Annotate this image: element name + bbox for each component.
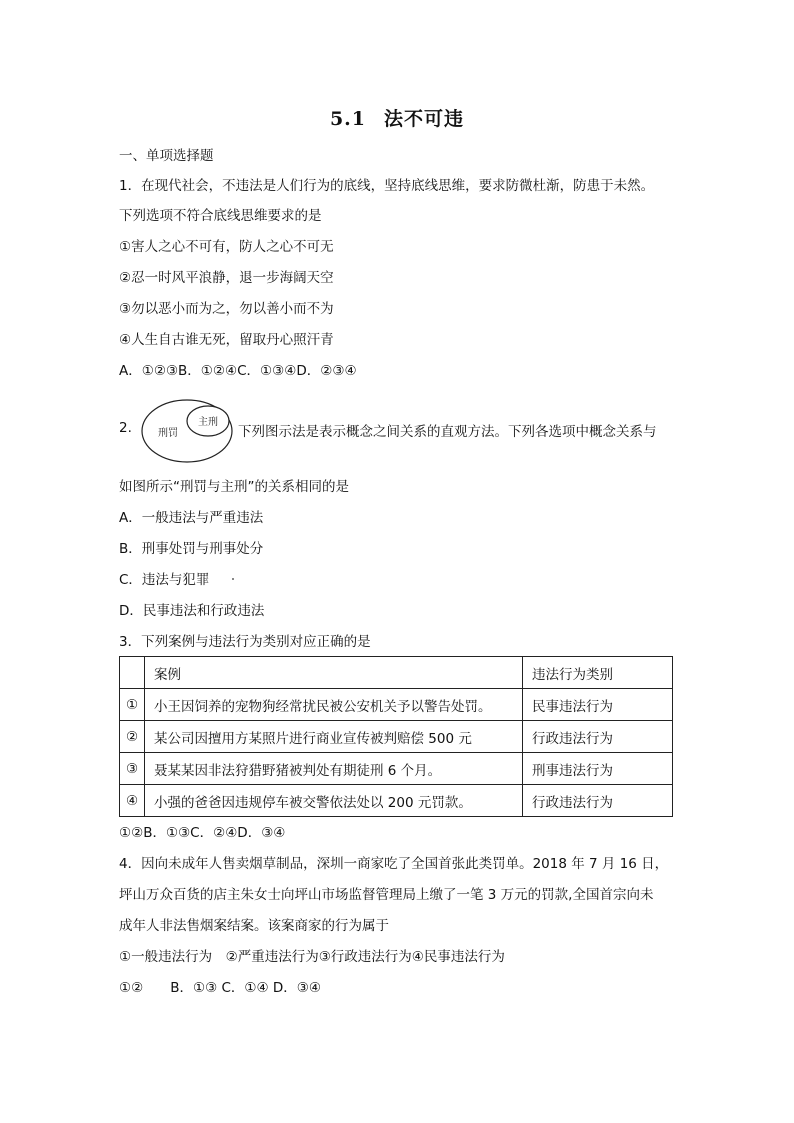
venn-inner-label: 主刑 bbox=[198, 417, 218, 428]
row-category: 刑事违法行为 bbox=[523, 753, 673, 785]
q3-options: ①②B．①③C．②④D．③④ bbox=[119, 825, 286, 841]
row-category: 行政违法行为 bbox=[523, 721, 673, 753]
q2-stem-line1: 下列图示法是表示概念之间关系的直观方法。下列各选项中概念关系与 bbox=[238, 424, 657, 440]
title-number: 5.1 bbox=[329, 108, 367, 130]
table-header-row bbox=[120, 657, 673, 689]
row-idx: ③ bbox=[120, 753, 145, 785]
q2-option-c: C．违法与犯罪 bbox=[119, 572, 210, 588]
row-idx: ① bbox=[120, 689, 145, 721]
q1-item-1: ①害人之心不可有，防人之心不可无 bbox=[119, 239, 334, 255]
q4-items: ①一般违法行为 ②严重违法行为③行政违法行为④民事违法行为 bbox=[119, 949, 505, 965]
q1-item-3: ③勿以恶小而为之，勿以善小而不为 bbox=[119, 301, 334, 317]
title-text: 法不可违 bbox=[384, 108, 465, 130]
q4-stem-line1: 4．因向未成年人售卖烟草制品，深圳一商家吃了全国首张此类罚单。2018 年 7 月 16 日， bbox=[119, 856, 669, 872]
q2-option-d: D．民事违法和行政违法 bbox=[119, 603, 265, 619]
q1-item-4: ④人生自古谁无死，留取丹心照汗青 bbox=[119, 332, 334, 348]
venn-outer-label: 刑罚 bbox=[158, 428, 178, 439]
q4-stem-line3: 成年人非法售烟案结案。该案商家的行为属于 bbox=[119, 918, 389, 934]
q3-stem: 3．下列案例与违法行为类别对应正确的是 bbox=[119, 634, 371, 650]
q2-stem-line2: 如图所示“刑罚与主刑”的关系相同的是 bbox=[119, 479, 349, 495]
q1-item-2: ②忍一时风平浪静，退一步海阔天空 bbox=[119, 270, 334, 286]
row-category: 民事违法行为 bbox=[523, 689, 673, 721]
q4-options: ①② B．①③ C．①④ D．③④ bbox=[119, 980, 321, 996]
table-row bbox=[120, 785, 673, 817]
q4-stem-line2: 坪山万众百货的店主朱女士向坪山市场监督管理局上缴了一笔 3 万元的罚款,全国首宗向未 bbox=[119, 887, 654, 903]
q2-option-b: B．刑事处罚与刑事处分 bbox=[119, 541, 264, 557]
q1-stem-line1: 1．在现代社会，不违法是人们行为的底线，坚持底线思维，要求防微杜渐，防患于未然。 bbox=[119, 178, 655, 194]
venn-diagram bbox=[140, 398, 236, 464]
table-row bbox=[120, 721, 673, 753]
row-idx: ② bbox=[120, 721, 145, 753]
row-case: 聂某某因非法狩猎野猪被判处有期徒刑 6 个月。 bbox=[145, 753, 523, 785]
row-case: 小王因饲养的宠物狗经常扰民被公安机关予以警告处罚。 bbox=[145, 689, 523, 721]
case-table bbox=[119, 656, 673, 817]
table-row bbox=[120, 753, 673, 785]
row-case: 某公司因擅用方某照片进行商业宣传被判赔偿 500 元 bbox=[145, 721, 523, 753]
header-idx bbox=[120, 657, 145, 689]
header-case: 案例 bbox=[145, 657, 523, 689]
page-title bbox=[0, 104, 794, 131]
q2-number: 2. bbox=[119, 420, 132, 436]
q1-options: A．①②③B．①②④C．①③④D．②③④ bbox=[119, 363, 357, 379]
row-category: 行政违法行为 bbox=[523, 785, 673, 817]
header-category: 违法行为类别 bbox=[523, 657, 673, 689]
scan-artifact bbox=[232, 578, 234, 580]
row-case: 小强的爸爸因违规停车被交警依法处以 200 元罚款。 bbox=[145, 785, 523, 817]
q1-stem-line2: 下列选项不符合底线思维要求的是 bbox=[119, 208, 322, 224]
section-heading: 一、单项选择题 bbox=[119, 148, 214, 164]
table-row bbox=[120, 689, 673, 721]
q2-option-a: A．一般违法与严重违法 bbox=[119, 510, 264, 526]
row-idx: ④ bbox=[120, 785, 145, 817]
